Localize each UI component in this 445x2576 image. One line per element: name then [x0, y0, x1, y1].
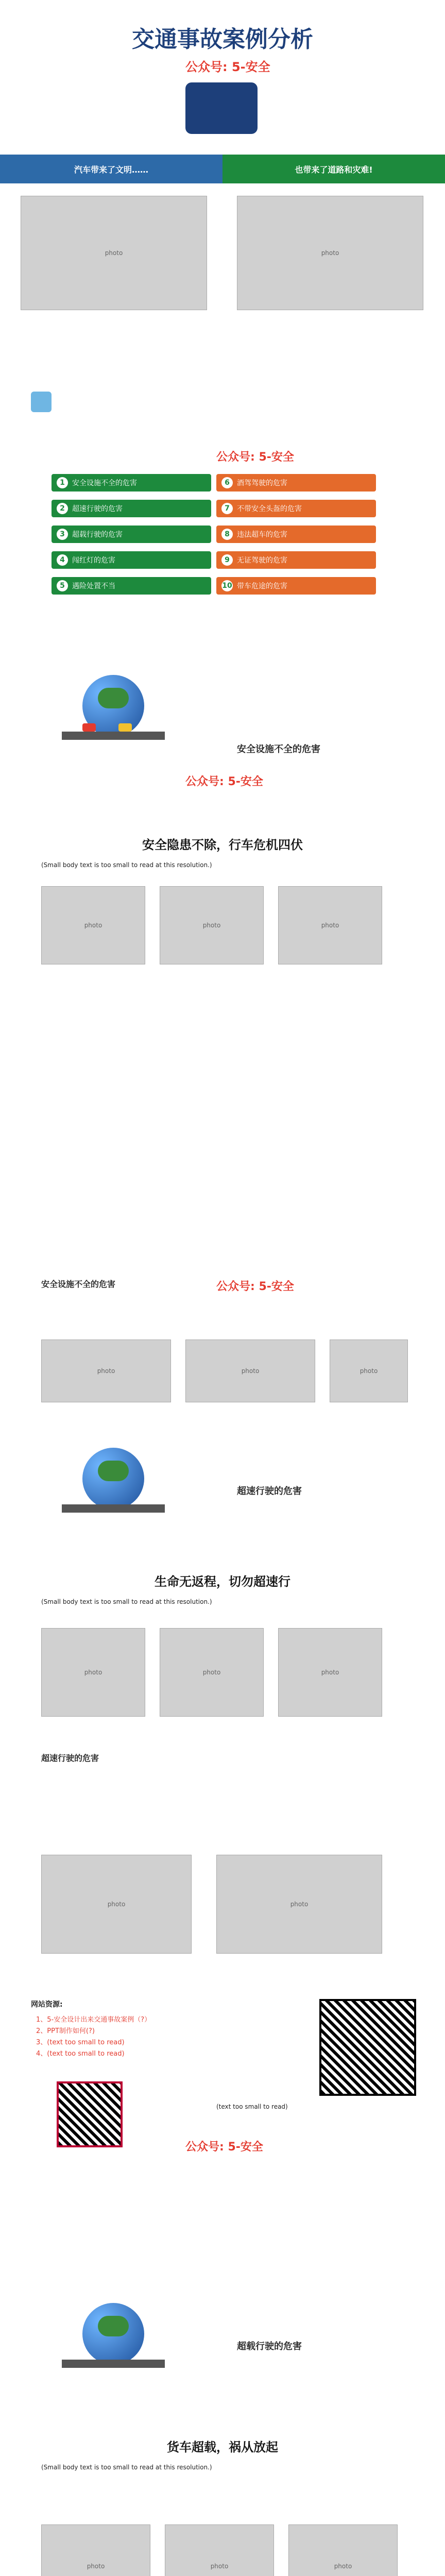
road-shape — [62, 732, 165, 740]
toc-num: 6 — [221, 477, 233, 488]
toc-num: 9 — [221, 554, 233, 566]
link-item[interactable]: 2、PPT制作如何(?) — [36, 2027, 95, 2035]
section-3-slogan: 货车超载，祸从放起 — [167, 2440, 278, 2454]
section-2-head: 超速行驶的危害 — [237, 1486, 302, 1497]
section-2-photo-5: photo — [216, 1855, 382, 1954]
toc-watermark: 公众号: 5-安全 — [216, 451, 294, 464]
section-1-photo-4: photo — [41, 1340, 171, 1402]
section-1-photo-3: photo — [278, 886, 382, 964]
section-2-photo-2: photo — [160, 1628, 264, 1717]
section-2-para: (Small body text is too small to read at this resolution.) — [41, 1598, 212, 1605]
land-shape — [98, 1461, 129, 1481]
road-shape — [62, 2360, 165, 2368]
section-1-photo-5: photo — [185, 1340, 315, 1402]
banner-left: 汽车带来了文明…… — [0, 155, 222, 183]
land-shape — [98, 2316, 129, 2336]
section-2-photo-3: photo — [278, 1628, 382, 1717]
banner — [0, 155, 445, 183]
link-item[interactable]: 4、(text too small to read) — [36, 2050, 125, 2058]
section-1-para: (Small body text is too small to read at this resolution.) — [41, 861, 212, 869]
globe-illustration — [62, 2298, 165, 2375]
toc-item-1 — [52, 474, 211, 492]
toc-num: 7 — [221, 503, 233, 514]
watermark: 公众号: 5-安全 — [185, 2141, 263, 2154]
section-3-head: 超载行驶的危害 — [237, 2341, 302, 2352]
toc-label: 带车危途的危害 — [237, 582, 287, 590]
section-1-photo-2: photo — [160, 886, 264, 964]
toc-item-10 — [216, 577, 376, 595]
toc-item-2 — [52, 500, 211, 517]
globe-illustration — [62, 1443, 165, 1520]
section-1-subhead: 安全设施不全的危害 — [41, 1279, 116, 1289]
toc-label: 超速行驶的危害 — [72, 505, 123, 513]
section-2-slogan: 生命无返程，切勿超速行 — [155, 1574, 290, 1589]
toc-label: 不带安全头盔的危害 — [237, 505, 302, 513]
section-3-para: (Small body text is too small to read at this resolution.) — [41, 2464, 212, 2471]
toc-label: 超载行驶的危害 — [72, 531, 123, 539]
toc-num: 10 — [221, 580, 233, 591]
toc-label: 闯红灯的危害 — [72, 556, 115, 565]
globe-illustration — [62, 670, 165, 747]
page-title: 交通事故案例分析 — [132, 26, 313, 53]
bus-icon — [185, 82, 258, 134]
toc — [0, 392, 445, 608]
crash-photo: photo — [237, 196, 423, 310]
toc-label: 遇险处置不当 — [72, 582, 115, 590]
toc-item-3 — [52, 526, 211, 543]
toc-num: 3 — [57, 529, 68, 540]
land-shape — [98, 688, 129, 708]
section-1-photo-1: photo — [41, 886, 145, 964]
road-shape — [62, 1504, 165, 1513]
toc-num: 1 — [57, 477, 68, 488]
section-2-subhead: 超速行驶的危害 — [41, 1753, 99, 1763]
traffic-photo: photo — [21, 196, 207, 310]
toc-item-4 — [52, 551, 211, 569]
toc-label: 酒驾驾驶的危害 — [237, 479, 287, 487]
toc-num: 5 — [57, 580, 68, 591]
header — [0, 0, 445, 72]
qr-code-icon — [319, 1999, 416, 2096]
toc-item-6 — [216, 474, 376, 492]
watermark: 公众号: 5-安全 — [185, 60, 270, 74]
banner-right: 也带来了道路和灾难! — [222, 155, 445, 183]
section-2-photo-4: photo — [41, 1855, 192, 1954]
toc-item-9 — [216, 551, 376, 569]
toc-item-8 — [216, 526, 376, 543]
section-2-photo-1: photo — [41, 1628, 145, 1717]
qr-code-icon-2 — [57, 2081, 123, 2147]
car-icon — [82, 723, 96, 732]
footer-note: (text too small to read) — [216, 2103, 288, 2110]
logo-icon — [31, 392, 52, 412]
toc-num: 2 — [57, 503, 68, 514]
watermark: 公众号: 5-安全 — [216, 1280, 294, 1293]
section-1-head: 安全设施不全的危害 — [237, 744, 320, 755]
toc-item-5 — [52, 577, 211, 595]
section-1-photo-6: photo — [330, 1340, 408, 1402]
link-item[interactable]: 1、5-安全设计出来交通事故案例（?） — [36, 2016, 151, 2024]
link-item[interactable]: 3、(text too small to read) — [36, 2039, 125, 2046]
section-3-photo-3: photo — [288, 2524, 398, 2576]
section-3-photo-2: photo — [165, 2524, 274, 2576]
toc-label: 安全设施不全的危害 — [72, 479, 137, 487]
watermark: 公众号: 5-安全 — [185, 775, 263, 788]
car-icon — [118, 723, 132, 732]
toc-label: 无证驾驶的危害 — [237, 556, 287, 565]
section-1-slogan: 安全隐患不除，行车危机四伏 — [142, 838, 303, 852]
toc-item-7 — [216, 500, 376, 517]
links-head: 网站资源: — [31, 2001, 63, 2009]
links-list — [36, 2014, 324, 2060]
toc-num: 8 — [221, 529, 233, 540]
toc-label: 违法超车的危害 — [237, 531, 287, 539]
section-3-photo-1: photo — [41, 2524, 150, 2576]
toc-num: 4 — [57, 554, 68, 566]
